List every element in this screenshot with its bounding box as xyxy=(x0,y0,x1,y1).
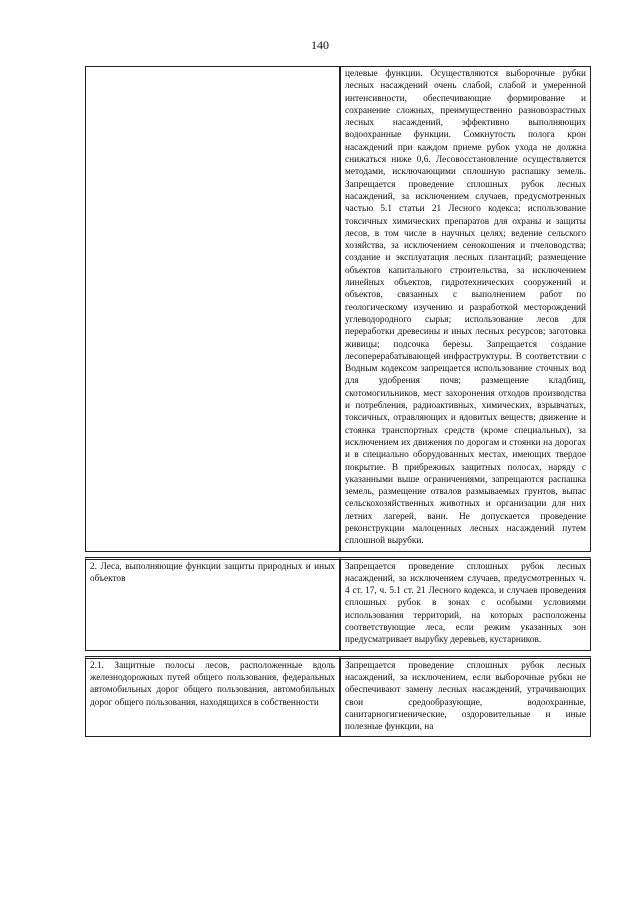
regulations-table xyxy=(85,66,591,737)
forest-category-text: 2. Леса, выполняющие функции защиты природных и иных объектов xyxy=(90,561,335,584)
forest-category-text: 2.1. Защитные полосы лесов, расположенные вдоль железнодорожных путей общего пользования, федеральных автомобильных дорог общего пользования, автомобильных дорог общего пользования, находящихся в собственности xyxy=(90,660,335,708)
restrictions-cell xyxy=(340,557,591,651)
restrictions-text: Запрещается проведение сплошных рубок лесных насаждений, за исключением случаев, предусмотренных ч. 4 ст. 17, ч. 5.1 ст. 21 Лесного кодекса, и случаев проведения сплошных рубок в зонах с особыми условиями использования территорий, на которых расположены соответствующие леса, если режим указанных зон предусматривает вырубку деревьев, кустарников. xyxy=(345,561,586,646)
table-row xyxy=(85,66,591,552)
page-number: 140 xyxy=(311,38,329,52)
table-row xyxy=(85,557,591,651)
restrictions-text: целевые функции. Осуществляются выборочные рубки лесных насаждений очень слабой, слабой и умеренной интенсивности, обеспечивающие формирование и сохранение сложных, преимущественно разновозрастных лесных насаждений, эффективно выполняющих водоохранные функции. Сомкнутость полога крон насаждений при каждом приеме рубок ухода не должна снижаться ниже 0,6. Лесовосстановление осуществляется методами, исключающими сплошную распашку земель. Запрещается проведение сплошных рубок лесных насаждений, за исключением случаев, предусмотренных частью 5.1 статьи 21 Лесного кодекса; использование токсичных химических препаратов для охраны и защиты лесов, в том числе в научных целях; ведение сельского хозяйства, за исключением сенокошения и пчеловодства; создание и эксплуатация лесных плантаций; размещение объектов капитального строительства, за исключением линейных объектов, гидротехнических сооружений и объектов, связанных с выполнением работ по геологическому изучению и разработкой месторождений углеводородного сырья; использование лесов для переработки древесины и иных лесных ресурсов; заготовка живицы; подсочка березы. Запрещается создание лесоперерабатывающей инфраструктуры. В соответствии с Водным кодексом запрещается использование сточных вод для удобрения почв; размещение кладбищ, скотомогильников, мест захоронения отходов производства и потребления, радиоактивных, химических, взрывчатых, токсичных, отравляющих и ядовитых веществ; движение и стоянка транспортных средств (кроме специальных), за исключением их движения по дорогам и стоянки на дорогах и в специально оборудованных местах, имеющих твердое покрытие. В прибрежных защитных полосах, наряду с указанными выше ограничениями, запрещаются распашка земель, размещение отвалов размываемых грунтов, выпас сельскохозяйственных животных и организации для них летних лагерей, ванн. Не допускается проведение реконструкции малоценных лесных насаждений путем сплошной вырубки. xyxy=(345,69,586,547)
forest-category-cell xyxy=(85,66,340,552)
forest-category-cell xyxy=(85,557,340,651)
restrictions-text: Запрещается проведение сплошных рубок лесных насаждений, за исключением, если выборочные рубки не обеспечивают замену лесных насаждений, утрачивающих свои средообразующие, водоохранные, санитарногигиенические, оздоровительные и иные полезные функции, на xyxy=(345,660,586,733)
forest-category-cell xyxy=(85,656,340,738)
restrictions-cell xyxy=(340,656,591,738)
restrictions-cell xyxy=(340,66,591,552)
table-row xyxy=(85,656,591,738)
